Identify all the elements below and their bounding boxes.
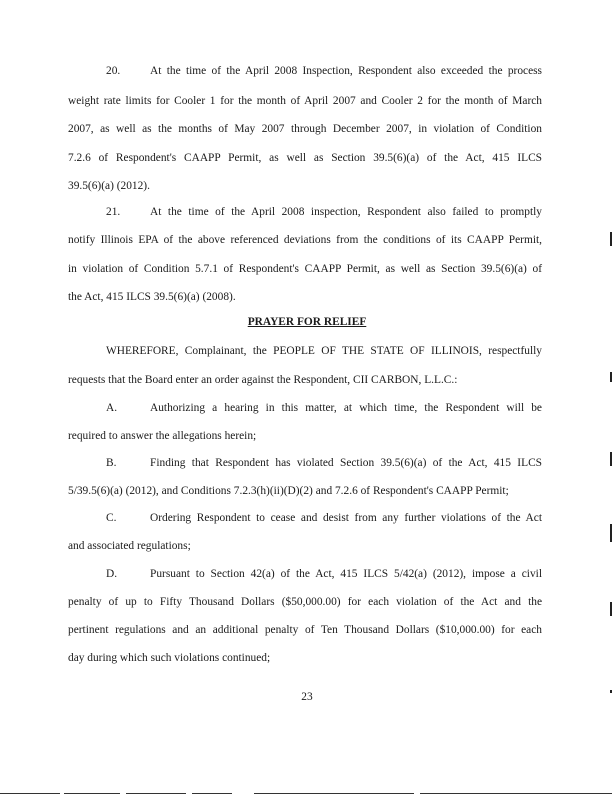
scan-mark	[610, 524, 612, 542]
paragraph-number: 20.	[106, 65, 121, 77]
item-letter: A.	[106, 402, 118, 414]
prayer-item-d-line-4: day during which such violations continued;	[68, 652, 271, 664]
paragraph-20-line-2: weight rate limits for Cooler 1 for the month of April 2007 and Cooler 2 for the month of March	[68, 95, 542, 107]
scan-mark	[610, 372, 612, 382]
item-letter: B.	[106, 457, 117, 469]
paragraph-21-line-1: 21. At the time of the April 2008 inspection, Respondent also failed to promptly	[106, 206, 542, 218]
prayer-item-b-line-2: 5/39.5(6)(a) (2012), and Conditions 7.2.3(h)(ii)(D)(2) and 7.2.6 of Respondent's CAAPP Permit;	[68, 485, 509, 497]
item-letter: C.	[106, 512, 117, 524]
scan-footline	[420, 793, 612, 794]
scan-footline	[64, 793, 120, 794]
item-letter: D.	[106, 568, 118, 580]
scan-footline	[126, 793, 186, 794]
scan-mark	[610, 690, 612, 693]
scan-footline	[0, 793, 60, 794]
scan-mark	[610, 602, 612, 616]
prayer-intro-line-2: requests that the Board enter an order against the Respondent, CII CARBON, L.L.C.:	[68, 374, 458, 386]
paragraph-20-line-1: 20. At the time of the April 2008 Inspection, Respondent also exceeded the process	[106, 65, 542, 77]
paragraph-20-line-5: 39.5(6)(a) (2012).	[68, 180, 150, 192]
scan-footline	[192, 793, 232, 794]
prayer-intro-line-1: WHEREFORE, Complainant, the PEOPLE OF THE STATE OF ILLINOIS, respectfully	[106, 345, 542, 357]
prayer-heading: PRAYER FOR RELIEF	[247, 316, 367, 328]
paragraph-21-line-2: notify Illinois EPA of the above referenced deviations from the conditions of its CAAPP Permit,	[68, 234, 542, 246]
paragraph-20-line-3: 2007, as well as the months of May 2007 through December 2007, in violation of Condition	[68, 123, 542, 135]
prayer-item-a-line-1: A. Authorizing a hearing in this matter, at which time, the Respondent will be	[106, 402, 542, 414]
scan-mark	[610, 452, 612, 466]
paragraph-21-line-4: the Act, 415 ILCS 39.5(6)(a) (2008).	[68, 291, 236, 303]
prayer-item-c-line-1: C. Ordering Respondent to cease and desist from any further violations of the Act	[106, 512, 542, 524]
scan-mark	[610, 232, 612, 246]
prayer-item-d-line-2: penalty of up to Fifty Thousand Dollars ($50,000.00) for each violation of the Act and the	[68, 596, 542, 608]
prayer-item-d-line-1: D. Pursuant to Section 42(a) of the Act, 415 ILCS 5/42(a) (2012), impose a civil	[106, 568, 542, 580]
scan-footline	[254, 793, 414, 794]
page-number: 23	[301, 691, 313, 703]
prayer-item-b-line-1: B. Finding that Respondent has violated Section 39.5(6)(a) of the Act, 415 ILCS	[106, 457, 542, 469]
prayer-item-d-line-3: pertinent regulations and an additional penalty of Ten Thousand Dollars ($10,000.00) for each	[68, 624, 542, 636]
paragraph-20-line-4: 7.2.6 of Respondent's CAAPP Permit, as well as Section 39.5(6)(a) of the Act, 415 ILCS	[68, 152, 542, 164]
paragraph-number: 21.	[106, 206, 121, 218]
prayer-item-a-line-2: required to answer the allegations herein;	[68, 430, 257, 442]
prayer-item-c-line-2: and associated regulations;	[68, 540, 191, 552]
paragraph-21-line-3: in violation of Condition 5.7.1 of Respondent's CAAPP Permit, as well as Section 39.5(6)(a) of	[68, 263, 542, 275]
